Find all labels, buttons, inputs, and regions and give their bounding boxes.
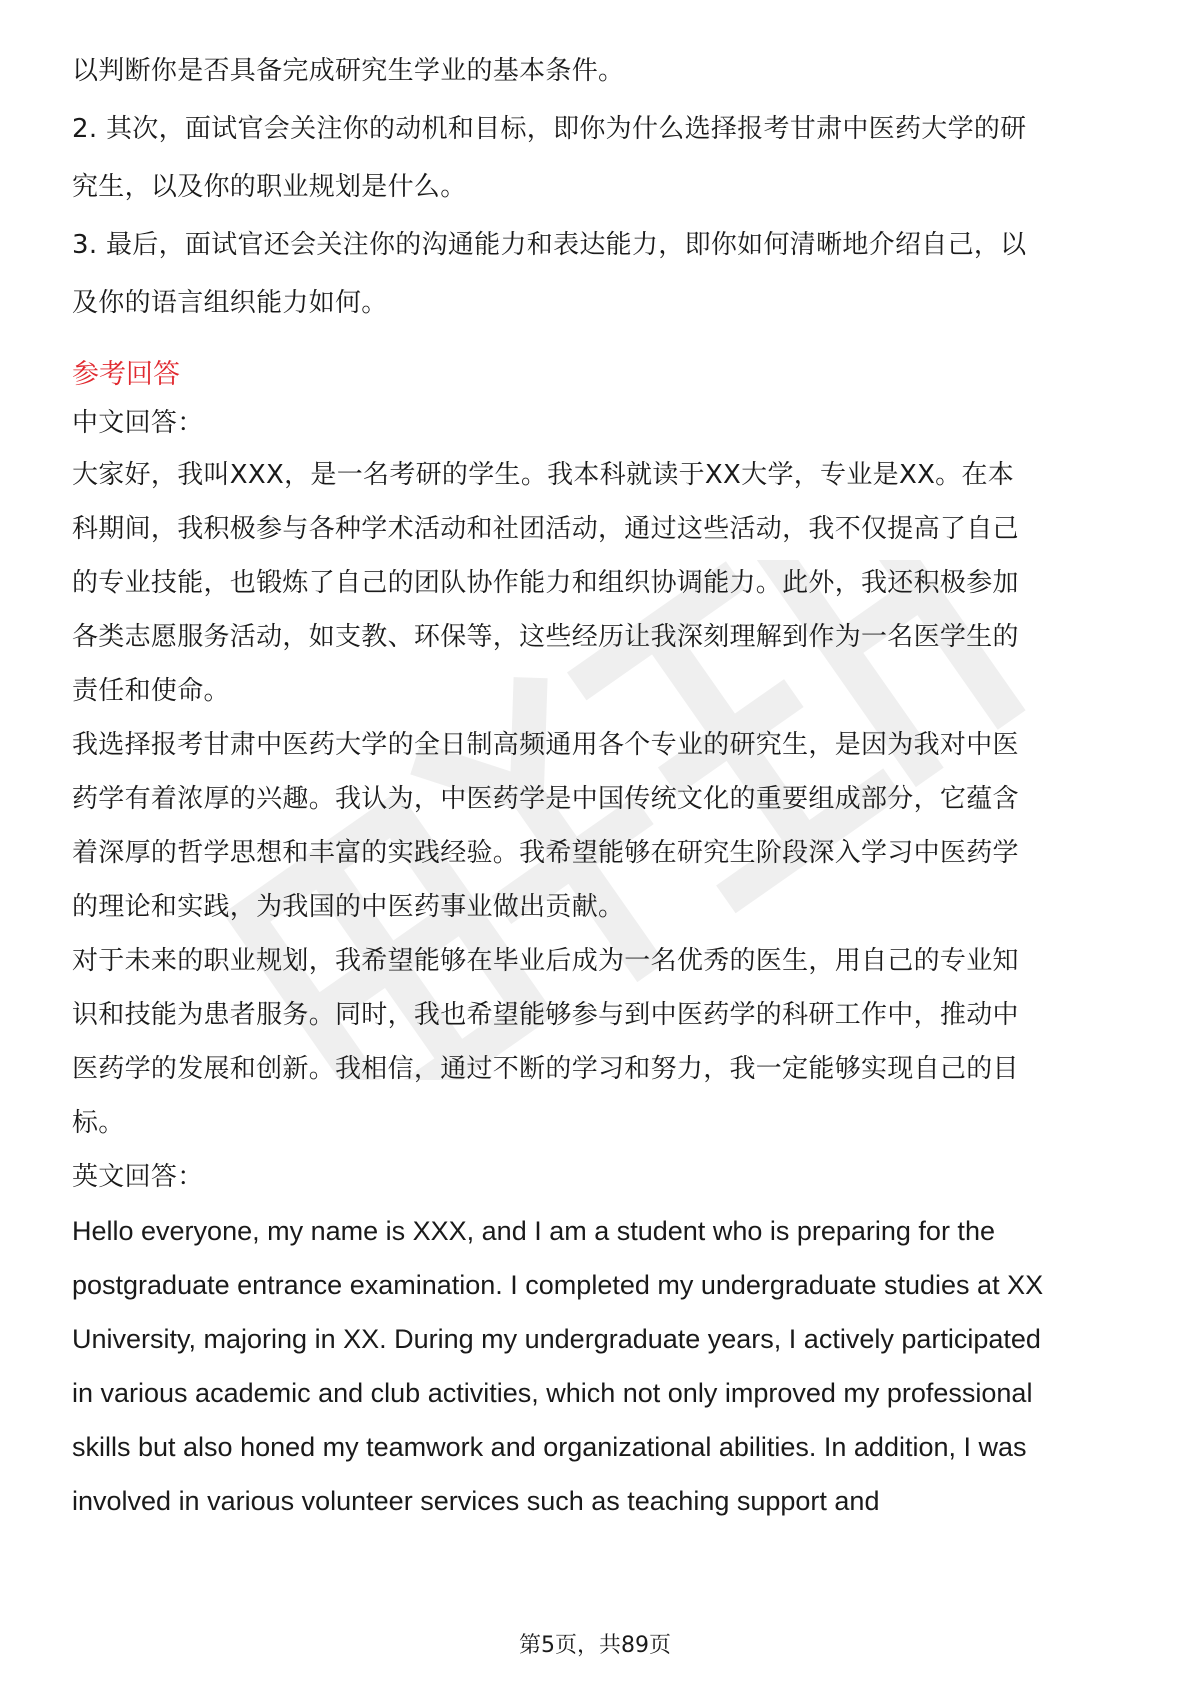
chinese-line: 着深厚的哲学思想和丰富的实践经验。我希望能够在研究生阶段深入学习中医药学 xyxy=(72,838,1019,868)
chinese-line: 医药学的发展和创新。我相信，通过不断的学习和努力，我一定能够实现自己的目 xyxy=(72,1054,1019,1084)
english-answer-label: 英文回答： xyxy=(72,1162,204,1192)
page-content xyxy=(72,42,1122,1528)
text-line: 及你的语言组织能力如何。 xyxy=(72,288,388,318)
english-line: skills but also honed my teamwork and organizational abilities. In addition, I was xyxy=(72,1432,1027,1462)
chinese-line: 药学有着浓厚的兴趣。我认为，中医药学是中国传统文化的重要组成部分，它蕴含 xyxy=(72,784,1019,814)
english-line: involved in various volunteer services such as teaching support and xyxy=(72,1486,880,1516)
chinese-line: 责任和使命。 xyxy=(72,676,230,706)
chinese-line: 科期间，我积极参与各种学术活动和社团活动，通过这些活动，我不仅提高了自己 xyxy=(72,514,1019,544)
english-line: University, majoring in XX. During my undergraduate years, I actively participated xyxy=(72,1324,1041,1354)
english-line: in various academic and club activities, which not only improved my professional xyxy=(72,1378,1033,1408)
page-number: 第5页，共89页 xyxy=(519,1633,671,1658)
english-line: Hello everyone, my name is XXX, and I am a student who is preparing for the xyxy=(72,1216,995,1246)
english-line: postgraduate entrance examination. I completed my undergraduate studies at XX xyxy=(72,1270,1044,1300)
section-heading: 参考回答 xyxy=(72,359,180,390)
chinese-line: 对于未来的职业规划，我希望能够在毕业后成为一名优秀的医生，用自己的专业知 xyxy=(72,946,1019,976)
text-line: 2. 其次，面试官会关注你的动机和目标，即你为什么选择报考甘肃中医药大学的研 xyxy=(72,114,1027,144)
chinese-line: 的理论和实践，为我国的中医药事业做出贡献。 xyxy=(72,892,625,922)
chinese-answer-label: 中文回答： xyxy=(72,408,204,438)
chinese-line: 标。 xyxy=(72,1108,125,1138)
chinese-line: 各类志愿服务活动，如支教、环保等，这些经历让我深刻理解到作为一名医学生的 xyxy=(72,622,1019,652)
chinese-line: 的专业技能，也锻炼了自己的团队协作能力和组织协调能力。此外，我还积极参加 xyxy=(72,568,1019,598)
text-line: 3. 最后，面试官还会关注你的沟通能力和表达能力，即你如何清晰地介绍自己，以 xyxy=(72,230,1027,260)
chinese-line: 大家好，我叫XXX，是一名考研的学生。我本科就读于XX大学，专业是XX。在本 xyxy=(72,460,1015,490)
chinese-line: 我选择报考甘肃中医药大学的全日制高频通用各个专业的研究生，是因为我对中医 xyxy=(72,730,1019,760)
text-line: 究生，以及你的职业规划是什么。 xyxy=(72,172,467,202)
text-line: 以判断你是否具备完成研究生学业的基本条件。 xyxy=(72,56,625,86)
chinese-line: 识和技能为患者服务。同时，我也希望能够参与到中医药学的科研工作中，推动中 xyxy=(72,1000,1019,1030)
